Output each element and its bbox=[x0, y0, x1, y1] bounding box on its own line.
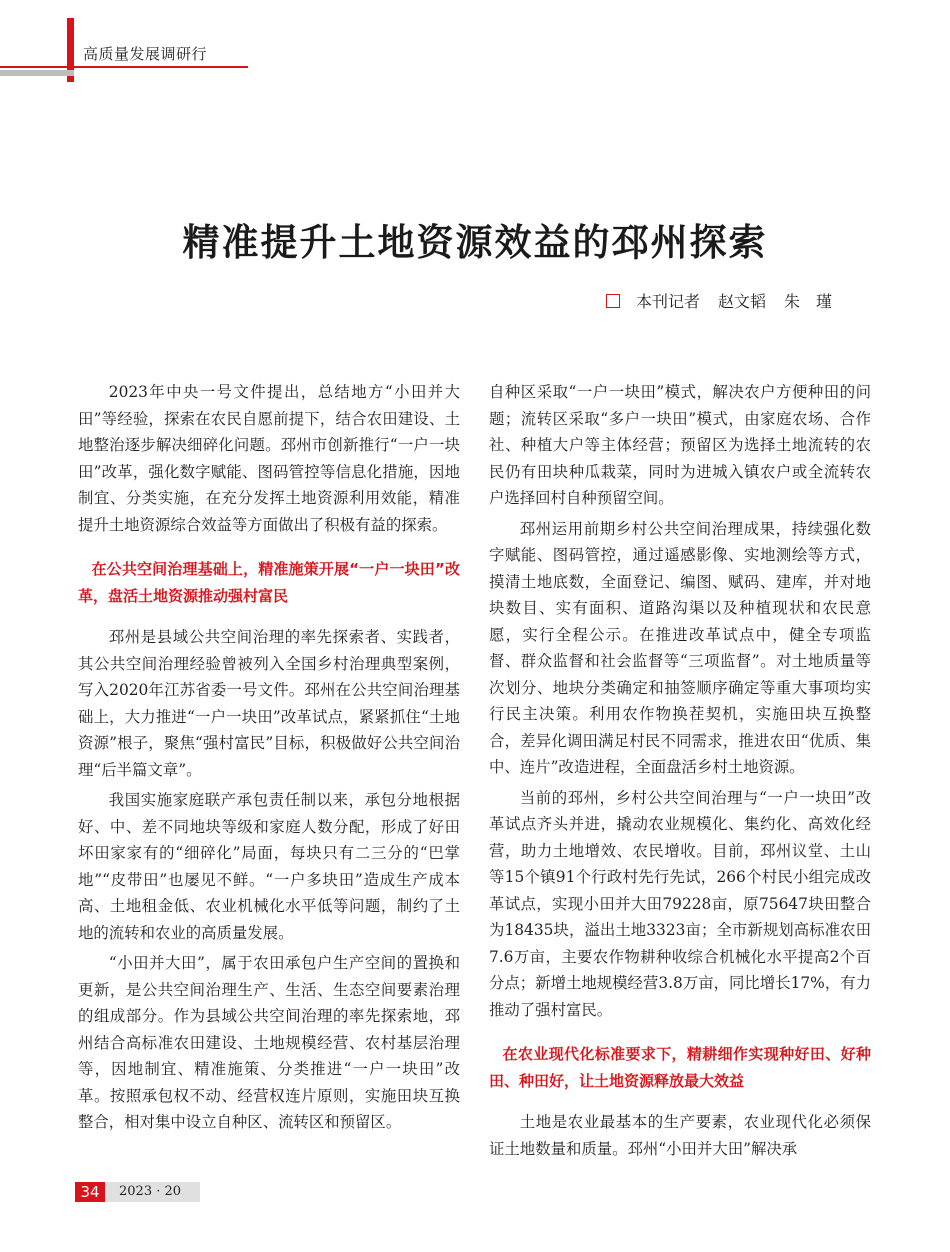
paragraph: 土地是农业最基本的生产要素，农业现代化必须保证土地数量和质量。邳州“小田并大田”解决承 bbox=[489, 1113, 871, 1158]
page-number: 34 bbox=[75, 1182, 105, 1202]
paragraph: 邳州是县域公共空间治理的率先探索者、实践者，其公共空间治理经验曾被列入全国乡村治理典型案例，写入2020年江苏省委一号文件。邳州在公共空间治理基础上，大力推进“一户一块田”改革试点，紧紧抓住“土地资源”根子，聚焦“强村富民”目标，积极做好公共空间治理“后半篇文章”。 bbox=[78, 628, 460, 779]
section-heading: 在农业现代化标准要求下，精耕细作实现种好田、好种田、种田好，让土地资源释放最大效益 bbox=[489, 1045, 871, 1090]
right-column bbox=[489, 379, 871, 1162]
header-gray-rule bbox=[0, 70, 74, 76]
paragraph: 邳州运用前期乡村公共空间治理成果，持续强化数字赋能、图码管控，通过遥感影像、实地测绘等方式，摸清土地底数，全面登记、编图、赋码、建库，并对地块数目、实有面积、道路沟渠以及种植现状和农民意愿，实行全程公示。在推进改革试点中，健全专项监督、群众监督和社会监督等“三项监督”。对土地质量等次划分、地块分类确定和抽签顺序确定等重大事项均实行民主决策。利用农作物换茬契机，实施田块互换整合，差异化调田满足村民不同需求，推进农田“优质、集中、连片”改造进程，全面盘活乡村土地资源。 bbox=[489, 519, 871, 776]
paragraph: 2023年中央一号文件提出，总结地方“小田并大田”等经验，探索在农民自愿前提下，结合农田建设、土地整治逐步解决细碎化问题。邳州市创新推行“一户一块田”改革，强化数字赋能、图码管控等信息化措施，因地制宜、分类实施，在充分发挥土地资源利用效能，精准提升土地资源综合效益等方面做出了积极有益的探索。 bbox=[78, 383, 460, 534]
paragraph: 我国实施家庭联产承包责任制以来，承包分地根据好、中、差不同地块等级和家庭人数分配，形成了好田坏田家家有的“细碎化”局面，每块只有二三分的“巴掌地”“皮带田”也屡见不鲜。“一户多块田”造成生产成本高、土地租金低、农业机械化水平低等问题，制约了土地的流转和农业的高质量发展。 bbox=[78, 791, 460, 942]
issue-label: 2023 · 20 bbox=[105, 1182, 200, 1202]
article-title: 精准提升土地资源效益的邳州探索 bbox=[182, 220, 768, 264]
left-column bbox=[78, 379, 460, 1136]
author-2: 朱 瑾 bbox=[783, 292, 832, 311]
byline-role: 本刊记者 bbox=[635, 292, 700, 311]
byline bbox=[606, 289, 832, 312]
paragraph: 自种区采取“一户一块田”模式，解决农户方便种田的问题；流转区采取“多户一块田”模式，由家庭农场、合作社、种植大户等主体经营；预留区为选择土地流转的农民仍有田块种瓜栽菜，同时为进城入镇农户或全流转农户选择回村自种预留空间。 bbox=[489, 383, 871, 507]
section-title: 高质量发展调研行 bbox=[83, 45, 208, 63]
paragraph: “小田并大田”，属于农田承包户生产空间的置换和更新，是公共空间治理生产、生活、生态空间要素治理的组成部分。作为县域公共空间治理的率先探索地，邳州结合高标准农田建设、土地规模经营、农村基层治理等，因地制宜、精准施策、分类推进“一户一块田”改革。按照承包权不动、经营权连片原则，实施田块互换整合，相对集中设立自种区、流转区和预留区。 bbox=[78, 954, 460, 1131]
header-rule bbox=[0, 66, 248, 68]
paragraph: 当前的邳州，乡村公共空间治理与“一户一块田”改革试点齐头并进，撬动农业规模化、集约化、高效化经营，助力土地增效、农民增收。目前，邳州议堂、土山等15个镇91个行政村先行先试，266个村民小组完成改革试点，实现小田并大田79228亩，原75647块田整合为18435块，溢出土地3323亩；全市新规划高标准农田7.6万亩，主要农作物耕种收综合机械化水平提高2个百分点；新增土地规模经营3.8万亩，同比增长17%，有力推动了强村富民。 bbox=[489, 788, 871, 1019]
square-icon bbox=[606, 294, 620, 308]
section-heading: 在公共空间治理基础上，精准施策开展“一户一块田”改革，盘活土地资源推动强村富民 bbox=[78, 560, 460, 605]
author-1: 赵文韬 bbox=[717, 292, 766, 311]
